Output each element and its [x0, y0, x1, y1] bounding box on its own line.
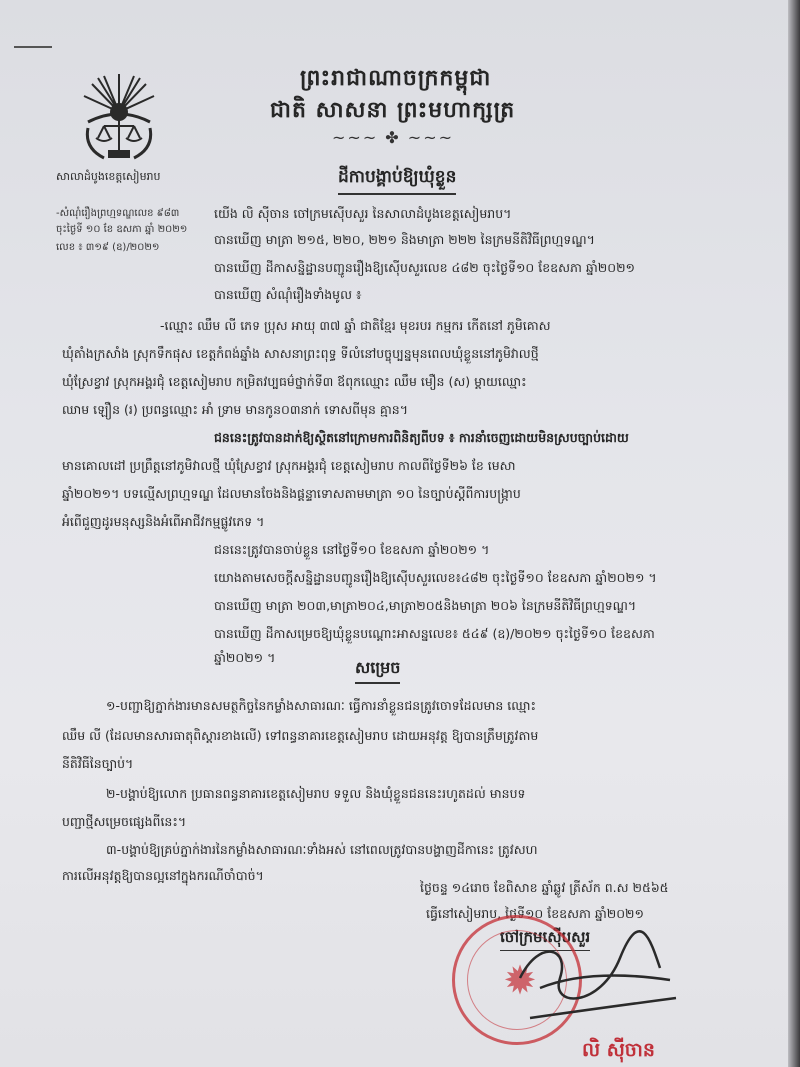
court-emblem-icon [74, 66, 164, 166]
ministry-name: សាលាដំបូងខេត្តសៀមរាប [56, 170, 161, 183]
decision-line: ២-បង្គាប់ឱ្យលោក ប្រធានពន្ធនាគារខេត្តសៀមរាប ទទួល និងឃុំខ្លួនជននេះរហូតដល់ មានបទ [106, 786, 526, 801]
signature-icon [500, 918, 680, 1038]
decision-line: បញ្ជាថ្មីសម្រេចផ្សេងពីនេះ។ [62, 814, 187, 829]
decision-line: ១-បញ្ជាឱ្យភ្នាក់ងារមានសមត្ថកិច្ចនៃកម្លាំងសាធារណៈ ធ្វើការនាំខ្លួនជនត្រូវចោទដែលមាន ឈ្មោះ [106, 698, 536, 713]
body-line: ឈាម ឡឿន (រ) ប្រពន្ធឈ្មោះ អាំ ទ្រាម មានកូន០៣នាក់ ទោសពីមុន គ្មាន។ [62, 402, 408, 417]
signer-name: លិ ស៊ីចាន [582, 1039, 655, 1061]
body-line: បានឃើញ មាត្រា ២១៥, ២២០, ២២១ និងមាត្រា ២២២ នៃក្រមនីតិវិធីព្រហ្មទណ្ឌ។ [214, 232, 595, 247]
decision-line: នីតិវិធីនៃច្បាប់។ [62, 756, 134, 771]
decision-line: ៣-បង្គាប់ឱ្យគ្រប់ភ្នាក់ងារនៃកម្លាំងសាធារណៈទាំងអស់ នៅពេលត្រូវបានបង្ហាញដីកានេះ ត្រូវសហ [106, 842, 538, 857]
place-date: ធ្វើនៅសៀមរាប, ថ្ងៃទី១០ ខែឧសភា ឆ្នាំ២០២១ [426, 906, 644, 921]
stamp-emblem-icon: ✹ [503, 958, 537, 1004]
body-line: ជននេះត្រូវបានចាប់ខ្លួន នៅថ្ងៃទី១០ ខែឧសភា ឆ្នាំ២០២១ ។ [214, 542, 490, 557]
case-file: -សំណុំរឿងព្រហ្មទណ្ឌលេខ ៩៨៣ [56, 208, 180, 219]
decision-heading: សម្រេច [355, 657, 400, 684]
page-edge [788, 0, 800, 1067]
body-line: យើង លិ ស៊ីចាន ចៅក្រមស៊ើបសួរ នៃសាលាដំបូងខេត្តសៀមរាប។ [214, 206, 512, 221]
signer-title: ចៅក្រមស៊ើបសួរ [500, 928, 590, 951]
document-title: ដីកាបង្គាប់ឱ្យឃុំខ្លួន [338, 166, 456, 195]
body-line: ជននេះត្រូវបានដាក់ឱ្យស្ថិតនៅក្រោមការពិនិត្យពីបទ ៖ ការនាំចេញដោយមិនស្របច្បាប់ដោយ [214, 430, 629, 445]
body-line: បានឃើញ ដីកាសន្និដ្ឋានបញ្ជូនរឿងឱ្យស៊ើបសួរលេខ ៤៨២ ចុះថ្ងៃទី១០ ខែឧសភា ឆ្នាំ២០២១ [214, 260, 635, 275]
motto-header: ជាតិ សាសនា ព្រះមហាក្សត្រ [270, 98, 516, 123]
kingdom-header: ព្រះរាជាណាចក្រកម្ពុជា [300, 66, 492, 91]
body-line: បានឃើញ មាត្រា ២០៣,មាត្រា២០៤,មាត្រា២០៥និងមាត្រា ២០៦ នៃក្រមនីតិវិធីព្រហ្មទណ្ឌ។ [214, 598, 637, 613]
body-line: ឆ្នាំ២០២១។ បទល្មើសព្រហ្មទណ្ឌ ដែលមានចែងនិងផ្ដន្ទាទោសតាមមាត្រា ១០ នៃច្បាប់ស្ដីពីការបង្ក្រាប [62, 486, 521, 501]
decision-line: ការលើអនុវត្តឱ្យបានល្អនៅក្នុងករណីចាំបាច់។ [62, 868, 264, 883]
header-ornament: ~~~ ✤ ~~~ [332, 128, 455, 147]
lunar-date: ថ្ងៃចន្ទ ១៤រោច ខែពិសាខ ឆ្នាំឆ្លូវ ត្រីស័ក ព.ស ២៥៦៥ [420, 880, 669, 895]
decision-line: ឈឹម លី (ដែលមានសារធាតុពិស្ដារខាងលើ) ទៅពន្ធនាគារខេត្តសៀមរាប ដោយអនុវត្ត ឱ្យបានត្រឹមត្រូវតាម [62, 728, 539, 743]
body-line: -ឈ្មោះ ឈឹម លី ភេទ ប្រុស អាយុ ៣៧ ឆ្នាំ ជាតិខ្មែរ មុខរបរ កម្មករ កើតនៅ ភូមិគោស [160, 318, 551, 333]
body-line: មានគោលដៅ ប្រព្រឹត្តនៅភូមិវាលថ្មី ឃុំស្រែខ្វាវ ស្រុកអង្គរជុំ ខេត្តសៀមរាប កាលពីថ្ងៃទី២៦ ខែ មេសា [62, 458, 516, 473]
body-line: យោងតាមសេចក្ដីសន្និដ្ឋានបញ្ជូនរឿងឱ្យស៊ើបសួរលេខ៖៤៨២ ចុះថ្ងៃទី១០ ខែឧសភា ឆ្នាំ២០២១ ។ [214, 570, 657, 585]
body-line: ឃុំស្រែខ្វាវ ស្រុកអង្គរជុំ ខេត្តសៀមរាប កម្រិតវប្បធម៌ថ្នាក់ទី៣ ឪពុកឈ្មោះ ឈឹម មឿន (ស) ម្ដាយឈ្មោះ [62, 374, 527, 389]
body-line: ឆ្នាំ២០២១ ។ [214, 650, 276, 665]
case-date: ចុះថ្ងៃទី ១០ ខែ ឧសភា ឆ្នាំ ២០២១ [56, 224, 188, 235]
body-line: ឃុំតាំងក្រសាំង ស្រុកទឹកផុស ខេត្តកំពង់ឆ្នាំង សាសនាព្រះពុទ្ធ ទីលំនៅបច្ចុប្បន្នមុនពេលឃុំខ្លួននៅភូមិវាលថ្មី [62, 346, 539, 361]
body-line: បានឃើញ សំណុំរឿងទាំងមូល ៖ [214, 287, 362, 302]
document-number: លេខ ៖ ៣១៩ (ឧ)/២០២១ [56, 242, 160, 253]
corner-dash [14, 46, 52, 48]
body-line: អំពើជួញដូរមនុស្សនិងអំពើអាជីវកម្មផ្លូវភេទ ។ [62, 514, 265, 529]
body-line: បានឃើញ ដីកាសម្រេចឱ្យឃុំខ្លួនបណ្ដោះអាសន្នលេខ៖ ៥៤៩ (ឧ)/២០២១ ចុះថ្ងៃទី១០ ខែឧសភា [214, 626, 655, 641]
